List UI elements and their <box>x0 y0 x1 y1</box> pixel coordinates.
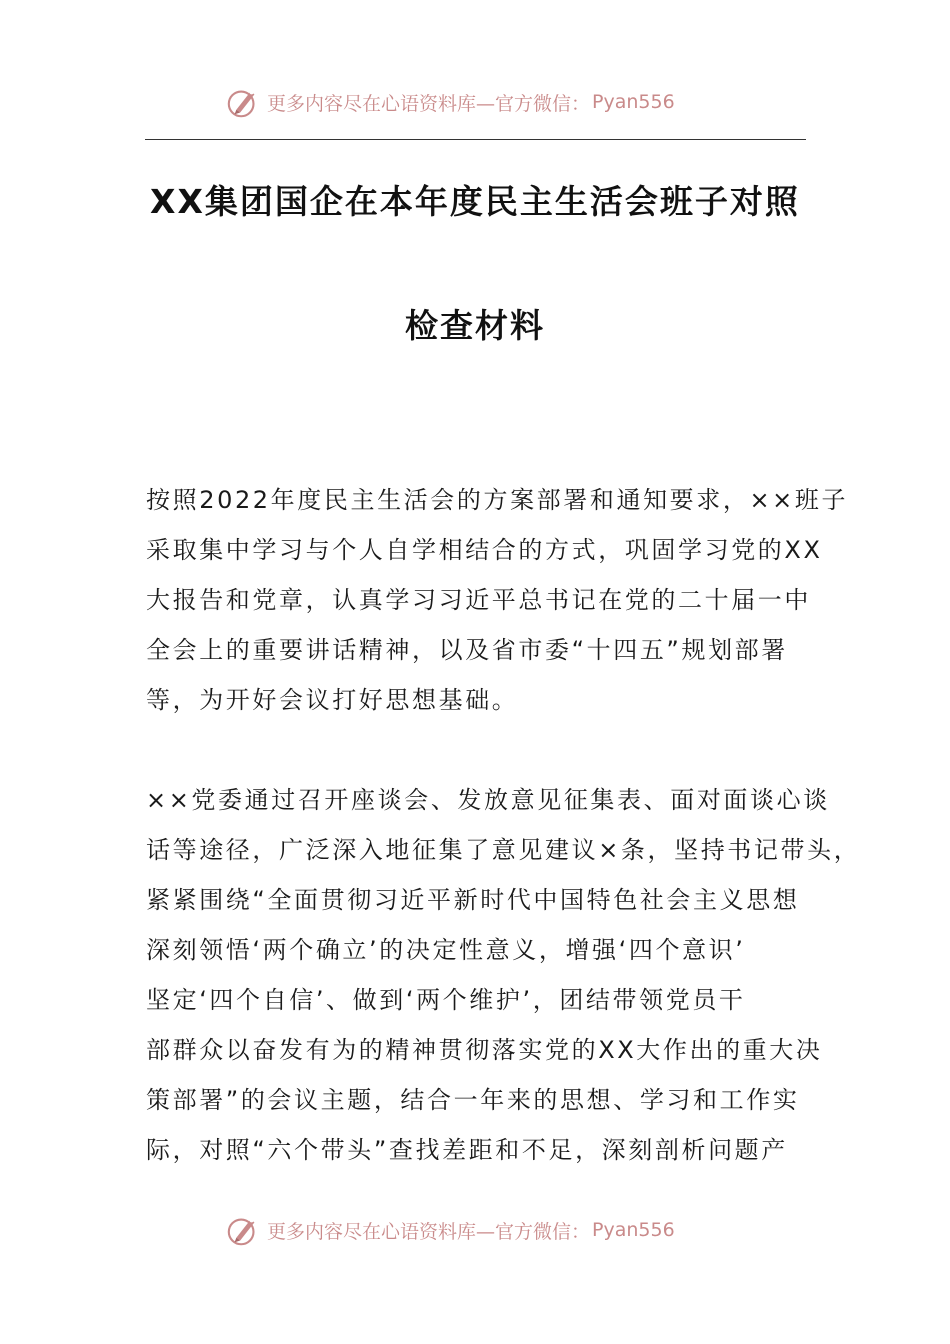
paragraph-line: 采取集中学习与个人自学相结合的方式，巩固学习党的XX <box>146 536 823 564</box>
paragraph-line: 全会上的重要讲话精神，以及省市委“十四五”规划部署 <box>146 636 788 664</box>
body-paragraph-2 <box>146 775 861 1175</box>
paragraph-line: 等，为开好会议打好思想基础。 <box>146 686 519 714</box>
document-title-line-2: 检查材料 <box>405 306 545 345</box>
watermark-text: 更多内容尽在心语资料库—官方微信： <box>267 1220 591 1243</box>
paragraph-line: 大报告和党章，认真学习习近平总书记在党的二十届一中 <box>146 586 811 614</box>
paragraph-line: 紧紧围绕“全面贯彻习近平新时代中国特色社会主义思想 <box>146 886 800 914</box>
paragraph-line: ××党委通过召开座谈会、发放意见征集表、面对面谈心谈 <box>146 786 830 814</box>
paragraph-line: 话等途径，广泛深入地征集了意见建议×条，坚持书记带头， <box>146 836 861 864</box>
watermark-wechat-id: Pyan556 <box>592 1219 675 1241</box>
pen-nib-logo-icon <box>225 1211 263 1249</box>
paragraph-line: 际，对照“六个带头”查找差距和不足，深刻剖析问题产 <box>146 1136 788 1164</box>
header-divider <box>145 139 806 140</box>
body-paragraph-1 <box>146 475 849 725</box>
paragraph-line: 深刻领悟‘两个确立’的决定性意义，增强‘四个意识’ <box>146 936 746 964</box>
watermark-wechat-id: Pyan556 <box>592 91 675 113</box>
footer-watermark <box>225 1208 675 1252</box>
paragraph-line: 坚定‘四个自信’、做到‘两个维护’，团结带领党员干 <box>146 986 746 1014</box>
paragraph-line: 策部署”的会议主题，结合一年来的思想、学习和工作实 <box>146 1086 800 1114</box>
header-watermark <box>225 80 675 124</box>
paragraph-line: 按照2022年度民主生活会的方案部署和通知要求，××班子 <box>146 486 849 514</box>
pen-nib-logo-icon <box>225 83 263 121</box>
watermark-text: 更多内容尽在心语资料库—官方微信： <box>267 92 591 115</box>
document-title-line-1: XX集团国企在本年度民主生活会班子对照 <box>150 182 800 221</box>
paragraph-line: 部群众以奋发有为的精神贯彻落实党的XX大作出的重大决 <box>146 1036 823 1064</box>
